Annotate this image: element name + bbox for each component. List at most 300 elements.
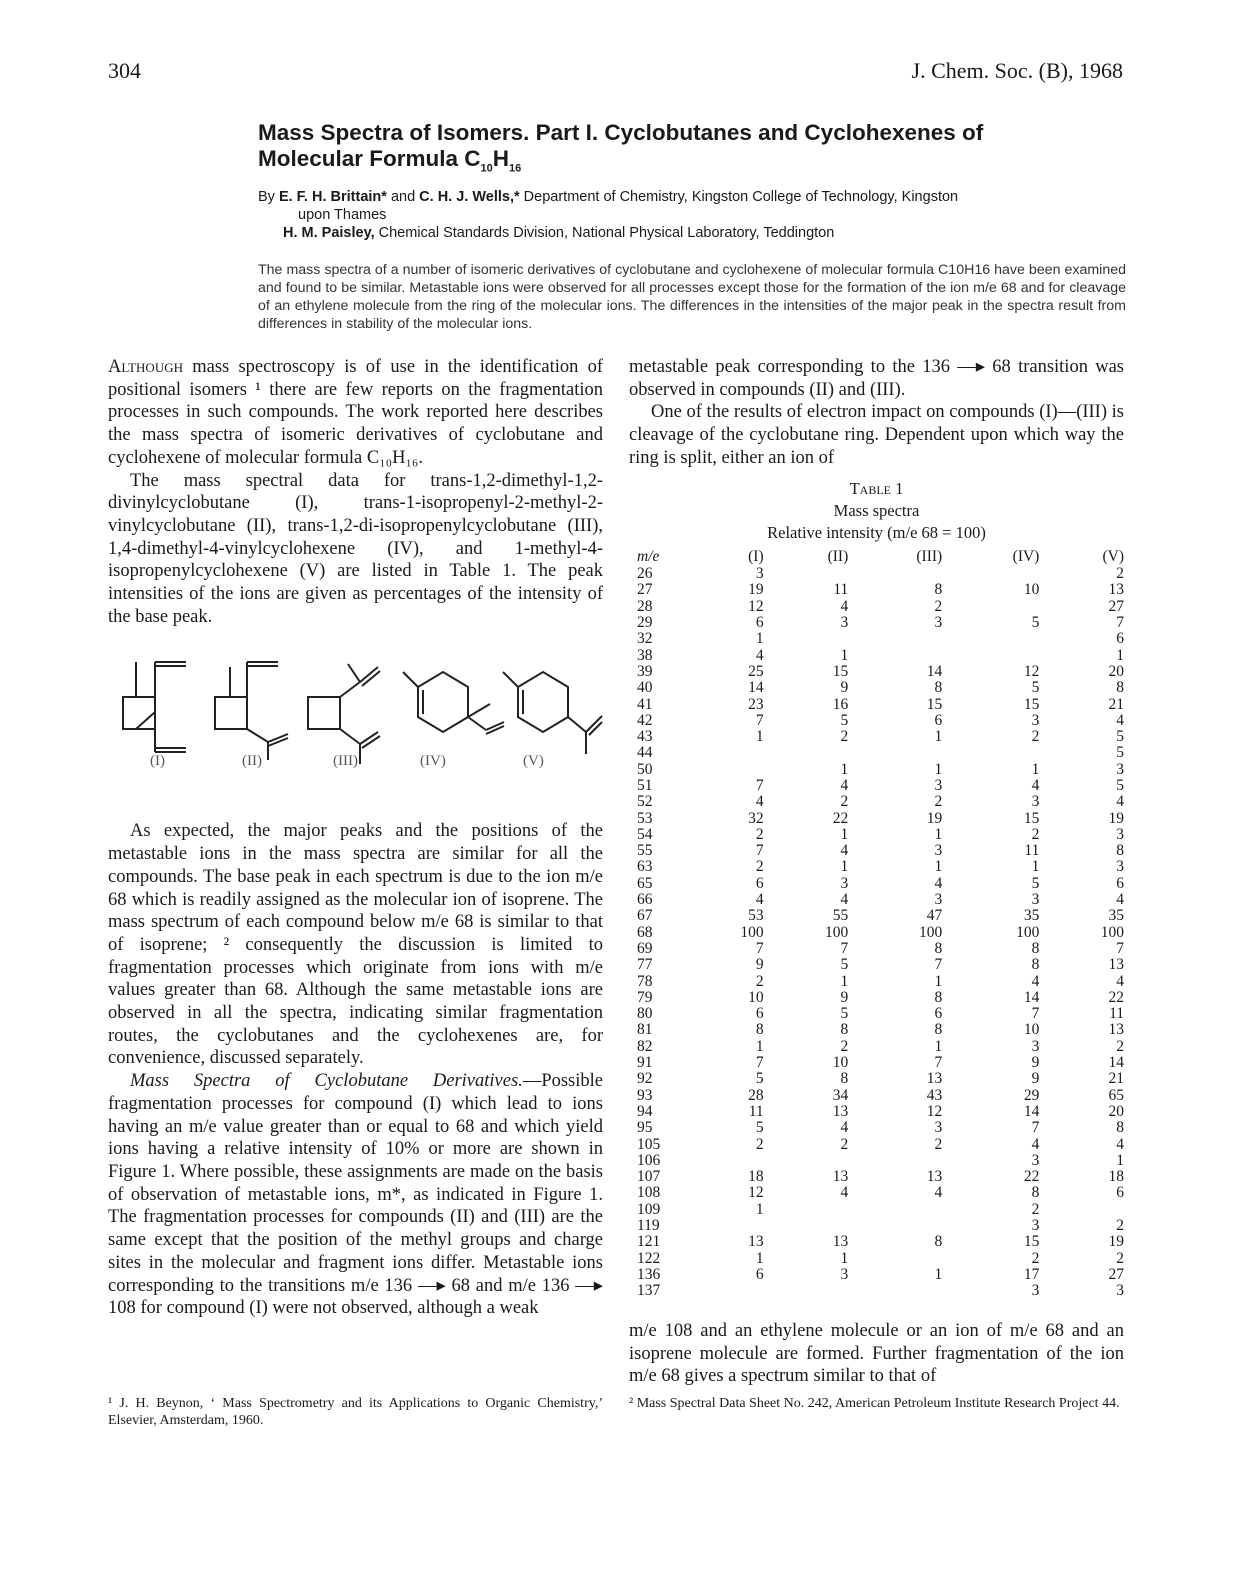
table-cell: 100 (918, 923, 943, 941)
table-cell: 8 (934, 1021, 943, 1039)
table-cell (848, 1153, 942, 1169)
table-cell: 8 (755, 1021, 764, 1039)
table-cell: 2 (755, 825, 764, 843)
title-formula-text: Molecular Formula C (258, 146, 481, 171)
table-cell: 14 (748, 679, 764, 697)
table-row (629, 957, 1124, 973)
table-cell: 19 (1108, 1233, 1124, 1251)
table-cell: 91 (637, 1054, 653, 1072)
metastable-paragraph: metastable peak corresponding to the 136 —▸ 68 transition was observed in compounds (II) and (III). (629, 357, 1124, 400)
table-cell: 2 (840, 793, 849, 811)
table-cell: 1 (934, 1265, 943, 1283)
table-cell: 12 (1023, 662, 1040, 680)
table-cell: 5 (840, 711, 849, 729)
table-cell: 1 (755, 630, 764, 648)
table-cell: 15 (1023, 1233, 1040, 1251)
table-cell: 1 (934, 1037, 943, 1055)
table-cell: 11 (1109, 1005, 1124, 1023)
table-cell (848, 647, 942, 663)
table-caption: Table 1 (849, 479, 904, 498)
table-cell: 7 (1116, 614, 1124, 632)
table-cell: 10 (1023, 1021, 1040, 1039)
table-cell: 12 (926, 1102, 943, 1120)
table-cell: 4 (840, 1119, 849, 1137)
table-cell: 1 (840, 858, 849, 876)
author-line-1 (258, 188, 1138, 206)
table-cell: 65 (637, 874, 653, 892)
table-cell: 6 (934, 1005, 943, 1023)
table-cell: 15 (1023, 809, 1040, 827)
table-cell (679, 762, 764, 778)
table-cell: 7 (755, 777, 764, 794)
table-cell: 42 (637, 711, 653, 729)
table-cell: 3 (934, 614, 943, 632)
structure-ii (215, 662, 288, 760)
table-cell: 4 (1116, 972, 1124, 990)
table-cell: 69 (637, 939, 653, 957)
table-cell: 5 (1031, 874, 1040, 892)
affiliation-kingston-cont: upon Thames (298, 207, 387, 223)
table-row (629, 582, 1124, 598)
table-cell: 8 (1116, 1119, 1124, 1137)
table-cell: 1 (755, 1249, 764, 1267)
table-cell: 122 (637, 1249, 661, 1267)
table-row (629, 664, 1124, 680)
table-subtitle: Mass spectra (833, 501, 920, 520)
table-cell: 3 (1031, 1151, 1040, 1169)
table-cell: 107 (637, 1168, 661, 1186)
structure-iii (308, 664, 380, 764)
table-cell: 1 (934, 858, 943, 876)
table-cell: 3 (1116, 1282, 1124, 1300)
table-cell: 3 (840, 1265, 849, 1283)
table-cell: 4 (840, 597, 849, 615)
right-column-top (629, 356, 1124, 470)
table-cell: 9 (1031, 1054, 1040, 1072)
table-cell (764, 1153, 849, 1169)
table-cell: 100 (740, 923, 764, 941)
table-cell: 23 (748, 695, 764, 713)
table-header-cell: (II) (827, 548, 849, 565)
table-header-row (629, 548, 1124, 566)
table-cell: 100 (1016, 923, 1040, 941)
table-cell (942, 647, 1039, 663)
table-cell: 51 (637, 777, 653, 794)
table-row (629, 762, 1124, 778)
table-cell: 17 (1023, 1265, 1040, 1283)
table-cell (848, 745, 942, 761)
table-cell: 8 (934, 939, 943, 957)
table-1 (629, 478, 1124, 1299)
table-cell (848, 1202, 942, 1218)
table-row (629, 1039, 1124, 1055)
table-cell: 3 (934, 777, 943, 794)
structure-label-iii: (III) (333, 753, 358, 770)
journal-reference: J. Chem. Soc. (B), 1968 (911, 58, 1123, 83)
table-cell: 2 (755, 972, 764, 990)
table-cell: 4 (934, 874, 943, 892)
table-row (629, 599, 1124, 615)
cyclobutane-text: —Possible fragmentation processes for compound (I) which lead to ions having an m/e value greater than or equal to 68 and which yield ions having a relative intensity of 10% or more are shown in Figure 1. Where possible, these assignments are made on the basis of observation of metastable ions, m*, as indicated in Figure 1. The fragmentation processes for compounds (II) and (III) are the same except that the position of the methyl groups and charge sites in the molecular and fragment ions differ. Metastable ions corresponding to the transitions m/e 136 —▸ 68 and m/e 136 —▸ 108 for compound (I) were not observed, although a weak (108, 1071, 603, 1319)
table-cell: 9 (840, 988, 849, 1006)
table-cell (764, 631, 849, 647)
table-cell: 32 (748, 809, 764, 827)
table-cell: 63 (637, 858, 653, 876)
table-cell: 4 (840, 777, 849, 794)
and-label: and (386, 189, 420, 205)
structure-label-ii: (II) (242, 753, 262, 770)
structure-label-iv: (IV) (420, 753, 446, 770)
table-row (629, 990, 1124, 1006)
table-cell: 2 (755, 1135, 764, 1153)
table-cell: 3 (1116, 858, 1124, 876)
table-cell: 27 (1108, 597, 1124, 615)
table-cell: 106 (637, 1151, 661, 1169)
table-header-cell: (I) (748, 548, 764, 565)
table-cell: 9 (755, 956, 764, 974)
table-row (629, 1055, 1124, 1071)
table-cell: 3 (1031, 1217, 1040, 1235)
table-header-cell: (V) (1102, 548, 1124, 565)
table-cell: 6 (755, 1265, 764, 1283)
table-cell: 43 (926, 1086, 943, 1104)
table-cell: 13 (926, 1168, 943, 1186)
table-cell: 1 (840, 972, 849, 990)
table-header-cell: m/e (637, 548, 660, 565)
table-cell (942, 631, 1039, 647)
table-cell: 77 (637, 956, 653, 974)
table-cell: 35 (1023, 907, 1040, 925)
page-number: 304 (108, 58, 141, 83)
structure-diagrams (108, 642, 603, 812)
table-cell: 79 (637, 988, 653, 1006)
by-label: By (258, 189, 279, 205)
table-cell: 13 (926, 1070, 943, 1088)
table-cell: 100 (825, 923, 849, 941)
table-cell: 68 (637, 923, 653, 941)
table-cell: 6 (755, 614, 764, 632)
table-row (629, 908, 1124, 924)
table-row (629, 647, 1124, 663)
fragmentation-paragraph: m/e 108 and an ethylene molecule or an ion of m/e 68 and an isoprene molecule are formed. Further fragmentation of the ion m/e 68 gives a spectrum similar to that of (629, 1321, 1124, 1387)
table-cell: 66 (637, 891, 653, 909)
table-row (629, 859, 1124, 875)
table-cell: 4 (840, 842, 849, 860)
table-cell: 7 (934, 1054, 943, 1072)
title-line-1: Mass Spectra of Isomers. Part I. Cyclobutanes and Cyclohexenes of (258, 120, 984, 145)
table-row (629, 1153, 1124, 1169)
table-cell: 7 (755, 1054, 764, 1072)
structure-label-i: (I) (150, 753, 165, 770)
table-cell (1039, 1202, 1124, 1218)
table-cell: 3 (1031, 1037, 1040, 1055)
table-cell: 29 (637, 614, 653, 632)
table-cell: 8 (1031, 1184, 1040, 1202)
table-cell: 67 (637, 907, 653, 925)
intro-paragraph (108, 356, 603, 470)
table-cell: 7 (755, 842, 764, 860)
table-row (629, 1006, 1124, 1022)
table-cell (942, 599, 1039, 615)
table-cell: 5 (755, 1119, 764, 1137)
table-cell: 53 (748, 907, 764, 925)
table-cell: 6 (1116, 1184, 1124, 1202)
table-cell: 10 (832, 1054, 849, 1072)
table-cell: 8 (1031, 939, 1040, 957)
table-cell: 2 (840, 1135, 849, 1153)
table-row (629, 1185, 1124, 1201)
author-wells: C. H. J. Wells,* (419, 189, 520, 205)
table-cell: 10 (748, 988, 764, 1006)
table-cell: 35 (1108, 907, 1124, 925)
table-cell: 20 (1108, 1102, 1124, 1120)
table-cell (848, 631, 942, 647)
table-cell: 1 (840, 825, 849, 843)
table-cell: 1 (755, 1037, 764, 1055)
table-header-cell: (IV) (1012, 548, 1040, 565)
author-block (258, 188, 1138, 242)
table-row (629, 1283, 1124, 1299)
table-cell (942, 566, 1039, 582)
table-cell: 7 (755, 711, 764, 729)
table-cell: 6 (1116, 630, 1124, 648)
table-cell: 13 (832, 1168, 849, 1186)
table-cell: 7 (840, 939, 849, 957)
table-cell: 8 (1116, 842, 1124, 860)
table-cell: 81 (637, 1021, 653, 1039)
footnote-1: ¹ J. H. Beynon, ‘ Mass Spectrometry and its Applications to Organic Chemistry,’ Elsevier, Amsterdam, 1960. (108, 1396, 603, 1428)
discussion-paragraph: As expected, the major peaks and the positions of the metastable ions in the mass spectra are similar for all the compounds. The base peak in each spectrum is due to the ion m/e 68 which is readily assigned as the molecular ion of isoprene. The mass spectrum of each compound below m/e 68 is similar to that of isoprene; ² consequently the discussion is limited to fragmentation processes which originate from ions with m/e values greater than 68. Although the same metastable ions are observed in all the spectra, indicating similar fragmentation routes, the cyclobutanes and the cyclohexenes are, for convenience, discussed separately. (108, 821, 603, 1069)
table-cell: 3 (1116, 825, 1124, 843)
table-cell: 109 (637, 1200, 661, 1218)
table-cell: 2 (1116, 1217, 1124, 1235)
table-cell: 18 (1108, 1168, 1124, 1186)
table-cell: 8 (934, 1233, 943, 1251)
table-note: Relative intensity (m/e 68 = 100) (767, 523, 986, 542)
table-cell: 7 (1031, 1005, 1040, 1023)
table-cell: 14 (926, 662, 943, 680)
table-cell: 82 (637, 1037, 653, 1055)
table-row (629, 794, 1124, 810)
table-row (629, 1071, 1124, 1087)
table-cell (848, 1283, 942, 1299)
table-cell: 13 (832, 1102, 849, 1120)
table-cell: 2 (934, 793, 943, 811)
table-cell: 22 (832, 809, 849, 827)
table-row (629, 1250, 1124, 1266)
table-cell: 26 (637, 565, 653, 583)
table-cell: 22 (1108, 988, 1124, 1006)
table-cell (764, 566, 849, 582)
table-cell: 1 (1031, 760, 1040, 778)
table-cell: 13 (1108, 581, 1124, 599)
table-cell: 13 (832, 1233, 849, 1251)
table-cell: 1 (934, 972, 943, 990)
table-row (629, 631, 1124, 647)
table-row (629, 729, 1124, 745)
table-cell (848, 1218, 942, 1234)
table-cell: 3 (755, 565, 764, 583)
table-cell: 5 (755, 1070, 764, 1088)
table-cell: 2 (1031, 728, 1040, 746)
table-row (629, 1120, 1124, 1136)
mass-spectra-table (629, 548, 1124, 1299)
table-row (629, 1202, 1124, 1218)
structure-iv (403, 672, 504, 734)
table-cell: 6 (755, 874, 764, 892)
table-row (629, 696, 1124, 712)
table-cell: 10 (1023, 581, 1040, 599)
table-cell: 121 (637, 1233, 661, 1251)
table-cell: 53 (637, 809, 653, 827)
footnote-2: ² Mass Spectral Data Sheet No. 242, American Petroleum Institute Research Project 44. (629, 1396, 1120, 1411)
table-cell: 8 (1116, 679, 1124, 697)
table-cell: 21 (1108, 695, 1124, 713)
table-row (629, 1136, 1124, 1152)
table-cell: 7 (1116, 939, 1124, 957)
table-cell: 11 (748, 1102, 764, 1120)
table-cell (848, 1250, 942, 1266)
table-cell: 6 (1116, 874, 1124, 892)
table-cell: 8 (840, 1021, 849, 1039)
table-cell: 4 (755, 793, 764, 811)
table-cell: 11 (833, 581, 849, 599)
table-cell: 1 (934, 728, 943, 746)
table-cell: 5 (1116, 744, 1124, 762)
table-cell (679, 1218, 764, 1234)
right-column-bottom (629, 1320, 1124, 1388)
table-cell: 12 (748, 1184, 764, 1202)
table-cell: 8 (934, 679, 943, 697)
cyclobutane-paragraph (108, 1070, 603, 1320)
table-row (629, 778, 1124, 794)
table-cell: 2 (1031, 1249, 1040, 1267)
table-cell: 5 (1031, 614, 1040, 632)
table-cell: 1 (755, 1200, 764, 1218)
table-row (629, 713, 1124, 729)
table-cell: 14 (1023, 988, 1040, 1006)
table-cell: 27 (637, 581, 653, 599)
table-cell: 119 (637, 1217, 660, 1235)
table-cell: 3 (934, 1119, 943, 1137)
table-cell: 4 (934, 1184, 943, 1202)
table-cell: 15 (832, 662, 849, 680)
table-cell: 50 (637, 760, 653, 778)
table-cell: 3 (1031, 793, 1040, 811)
table-cell (679, 1283, 764, 1299)
table-cell (764, 745, 849, 761)
table-cell: 6 (755, 1005, 764, 1023)
table-row (629, 843, 1124, 859)
table-cell: 4 (840, 1184, 849, 1202)
table-cell: 4 (755, 891, 764, 909)
table-row (629, 745, 1124, 761)
table-row (629, 1104, 1124, 1120)
table-cell: 38 (637, 646, 653, 664)
table-row (629, 1169, 1124, 1185)
table-row (629, 615, 1124, 631)
table-cell: 52 (637, 793, 653, 811)
table-cell: 9 (1031, 1070, 1040, 1088)
table-row (629, 941, 1124, 957)
table-cell: 6 (934, 711, 943, 729)
table-cell: 2 (1031, 825, 1040, 843)
table-cell: 2 (840, 1037, 849, 1055)
table-cell: 4 (755, 646, 764, 664)
table-cell: 3 (1031, 891, 1040, 909)
title-formula-sub-c: 10 (480, 162, 493, 175)
cleavage-paragraph: One of the results of electron impact on compounds (I)—(III) is cleavage of the cyclobutane ring. Dependent upon which way the ring is split, either an ion of (629, 402, 1124, 468)
table-cell: 27 (1108, 1265, 1124, 1283)
table-cell: 40 (637, 679, 653, 697)
table-row (629, 876, 1124, 892)
table-cell: 19 (748, 581, 764, 599)
table-cell: 21 (1108, 1070, 1124, 1088)
table-cell: 2 (1031, 1200, 1040, 1218)
compounds-paragraph: The mass spectral data for trans-1,2-dimethyl-1,2-divinylcyclobutane (I), trans-1-isopropenyl-2-methyl-2-vinylcyclobutane (II), trans-1,2-di-isopropenylcyclobutane (III), 1,4-dimethyl-4-vinylcyclohexene (IV), and 1-methyl-4-isopropenylcyclohexene (V) are listed in Table 1. The peak intensities of the ions are given as percentages of the intensity of the base peak. (108, 470, 603, 627)
table-cell: 2 (755, 858, 764, 876)
abstract: The mass spectra of a number of isomeric derivatives of cyclobutane and cyclohexene of molecular formula C10H16 have been examined and found to be similar. Metastable ions were observed for all processes except those for the formation of the ion m/e 68 and for cleavage of an ethylene molecule from the ring of the molecular ions. The differences in the intensities of the major peak in the spectra result from differences in stability of the molecular ions. (258, 262, 1126, 332)
table-cell: 13 (1108, 1021, 1124, 1039)
table-cell: 2 (840, 728, 849, 746)
table-cell: 100 (1100, 923, 1124, 941)
author-brittain: E. F. H. Brittain* (278, 189, 387, 205)
table-row (629, 1234, 1124, 1250)
table-row (629, 810, 1124, 826)
table-cell: 8 (934, 581, 943, 599)
table-cell: 5 (1116, 777, 1124, 794)
table-row (629, 1267, 1124, 1283)
table-cell: 15 (1023, 695, 1040, 713)
table-cell: 1 (1116, 1151, 1124, 1169)
table-row (629, 925, 1124, 941)
table-cell: 65 (1108, 1086, 1124, 1104)
table-cell: 3 (1031, 1282, 1040, 1300)
table-cell: 19 (926, 809, 943, 827)
table-cell: 4 (1116, 793, 1124, 811)
table-cell: 22 (1023, 1168, 1040, 1186)
table-cell: 16 (832, 695, 849, 713)
table-cell: 136 (637, 1265, 661, 1283)
table-row (629, 566, 1124, 582)
table-cell: 2 (1116, 565, 1124, 583)
table-row (629, 973, 1124, 989)
table-cell: 4 (840, 891, 849, 909)
table-cell: 1 (934, 825, 943, 843)
table-cell: 7 (1031, 1119, 1040, 1137)
table-cell: 55 (832, 907, 849, 925)
table-row (629, 1218, 1124, 1234)
table-cell: 108 (637, 1184, 661, 1202)
table-cell: 4 (1031, 777, 1040, 794)
table-cell (942, 745, 1039, 761)
intro-text: mass spectroscopy is of use in the identification of positional isomers ¹ there are few reports on the fragmentation processes in such compounds. The work reported here describes the mass spectra of isomeric derivatives of cyclobutane and cyclohexene of molecular formula C₁₀H₁₆. (108, 357, 603, 468)
table-cell: 93 (637, 1086, 653, 1104)
table-cell: 105 (637, 1135, 661, 1153)
table-cell: 8 (840, 1070, 849, 1088)
table-cell: 5 (1031, 679, 1040, 697)
table-cell: 14 (1108, 1054, 1124, 1072)
table-header-cell: (III) (916, 548, 943, 565)
table-cell: 137 (637, 1282, 661, 1300)
title-line-2 (258, 146, 1138, 182)
structure-v (503, 672, 602, 754)
table-cell: 78 (637, 972, 653, 990)
table-cell: 4 (1116, 1135, 1124, 1153)
table-cell: 2 (1116, 1249, 1124, 1267)
table-cell: 1 (840, 646, 849, 664)
section-heading: Mass Spectra of Cyclobutane Derivatives. (130, 1071, 523, 1092)
